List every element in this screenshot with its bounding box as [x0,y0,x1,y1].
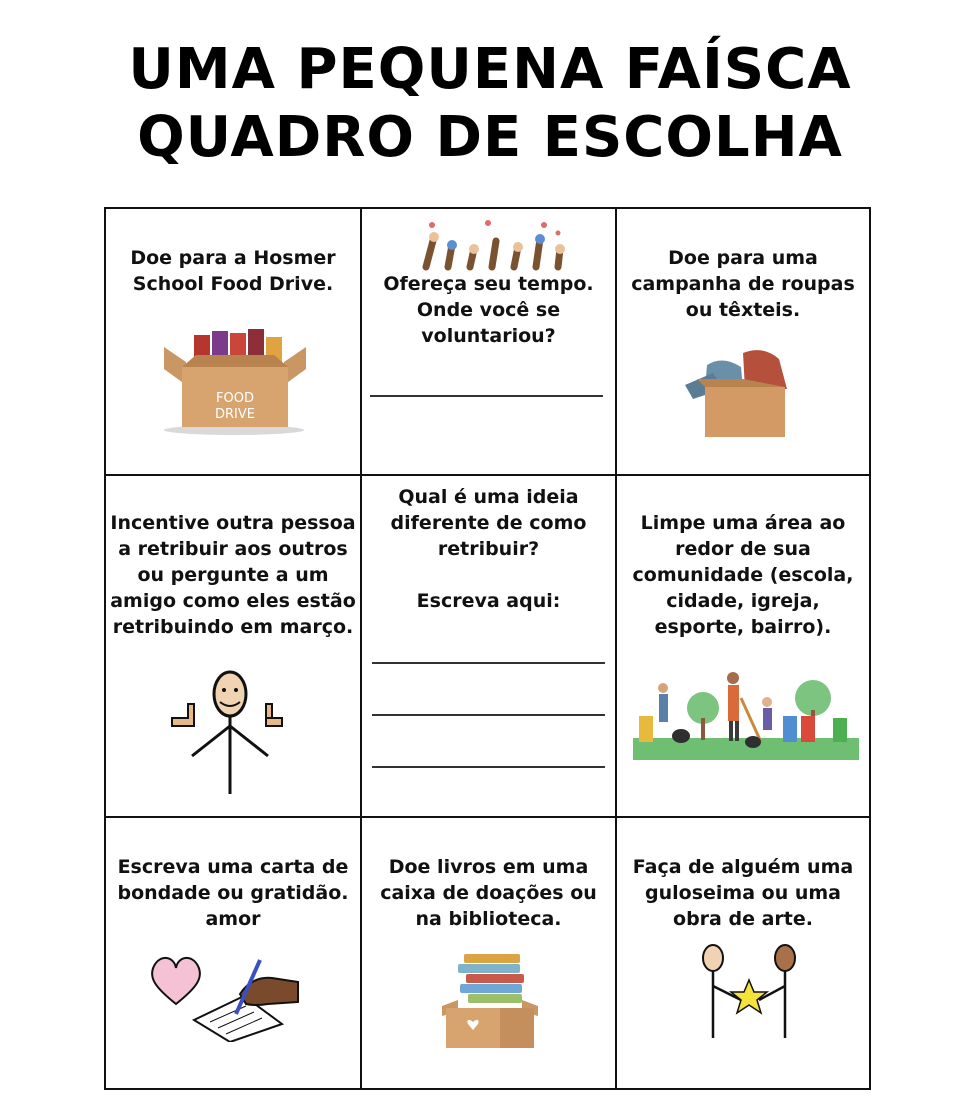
svg-text:DRIVE: DRIVE [215,407,255,422]
cell-text: Limpe uma área ao redor de sua comunidade (escola, cidade, igreja, esporte, bairro). [632,512,854,638]
writing-letter-icon [148,948,300,1042]
svg-text:FOOD: FOOD [216,391,254,406]
write-here-prompt: Escreva aqui: [416,590,561,612]
cell-text: Faça de alguém uma guloseima ou uma obra de arte. [632,856,854,930]
write-line [372,714,605,716]
write-line [370,395,603,397]
cell-text: Doe para uma campanha de roupas ou têxteis. [631,247,855,321]
cell-text: Doe livros em uma caixa de doações ou na biblioteca. [380,856,597,930]
choice-board [104,207,871,1090]
cell-clothing-drive [617,209,869,474]
cell-donate-books [362,818,615,1090]
cell-food-drive [106,209,360,474]
cell-text: Qual é uma ideia diferente de como retribuir? [390,486,587,560]
cell-text: Incentive outra pessoa a retribuir aos outros ou pergunte a um amigo como eles estão retribuindo em março. [110,512,356,638]
cell-volunteer [362,209,615,474]
cell-treat-or-art [617,818,869,1090]
cell-kindness-letter [106,818,360,1090]
book-donation-box-icon [438,950,542,1050]
title-line-2: QUADRO DE ESCOLHA [137,105,843,170]
write-line [372,766,605,768]
thumbs-up-person-icon [164,666,296,796]
clothing-box-icon [683,345,797,439]
cell-text: Escreva uma carta de bondade ou gratidão. amor [117,856,349,930]
food-drive-box-icon [164,327,306,437]
giving-gift-icon [693,942,803,1042]
write-line [372,662,605,664]
cell-clean-up [617,476,869,816]
community-cleanup-icon [633,668,859,760]
title-line-1: UMA PEQUENA FAÍSCA [128,37,852,102]
volunteer-hands-icon [418,219,568,271]
cell-text: Doe para a Hosmer School Food Drive. [130,247,336,295]
cell-different-idea [362,476,615,816]
cell-text: Ofereça seu tempo. Onde você se voluntariou? [383,273,594,347]
cell-encourage [106,476,360,816]
